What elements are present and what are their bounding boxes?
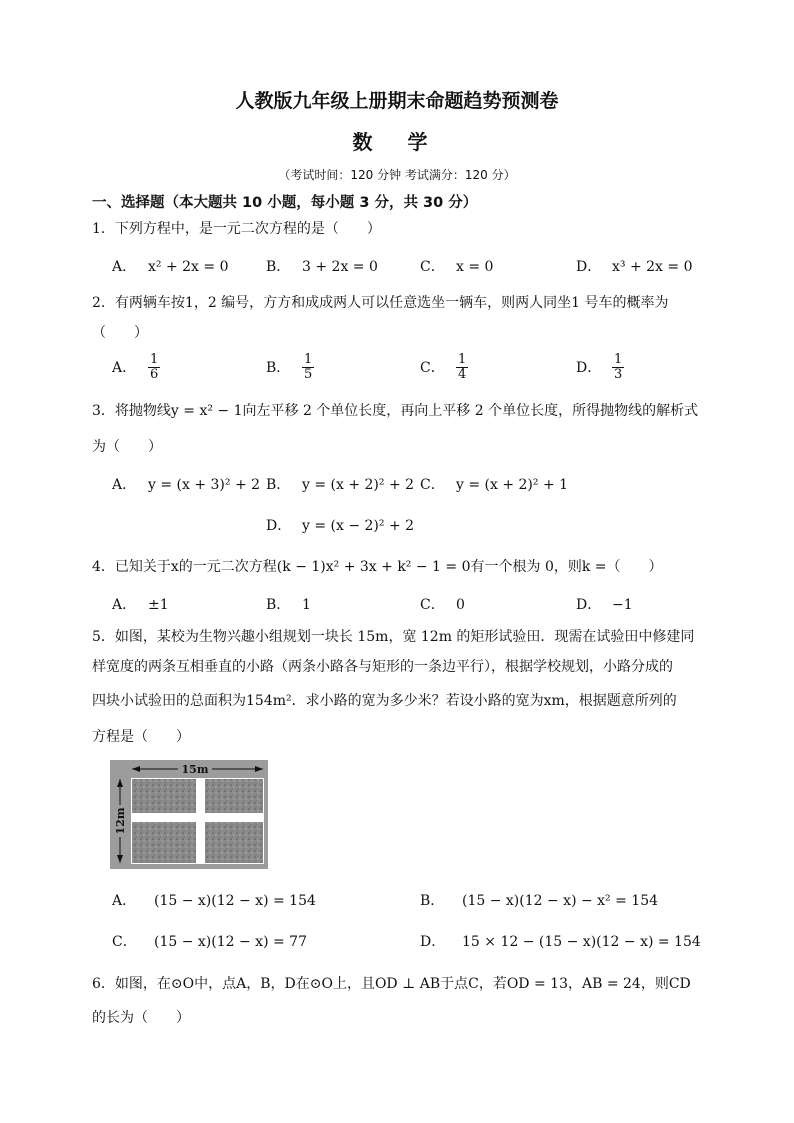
question-2-option-b: B． $\frac{1}{5}$ xyxy=(266,352,313,382)
question-1-option-b: B． 3 + 2x = 0 xyxy=(266,259,378,275)
plot-top-right xyxy=(205,779,263,813)
question-2-option-c: C． $\frac{1}{4}$ xyxy=(420,352,467,382)
plot-top-left xyxy=(132,779,196,813)
question-4-option-c: C． 0 xyxy=(420,597,465,613)
question-3-option-a: A． y = (x + 3)² + 2 xyxy=(112,477,261,493)
question-6-stem-line-2: 的长为（ ） xyxy=(92,1010,190,1026)
question-5-option-c: C． (15 − x)(12 − x) = 77 xyxy=(112,934,307,950)
question-5-stem-line-3: 四块小试验田的总面积为154m²．求小路的宽为多少米？若设小路的宽为xm，根据题意所列的 xyxy=(92,693,677,709)
question-5-option-a: A． (15 − x)(12 − x) = 154 xyxy=(112,893,316,909)
subject-title: 数 学 xyxy=(352,130,442,154)
exam-info: （考试时间：120 分钟 考试满分：120 分） xyxy=(278,168,516,182)
question-2-option-a: A． $\frac{1}{6}$ xyxy=(112,352,159,382)
question-4-option-a: A． ±1 xyxy=(112,597,169,613)
question-4-option-d: D． −1 xyxy=(576,597,633,613)
length-label: 15m xyxy=(181,763,209,776)
field-diagram xyxy=(110,760,268,869)
question-5-stem-line-1: 5．如图，某校为生物兴趣小组规划一块长 15m，宽 12m 的矩形试验田．现需在试验田中修建同 xyxy=(92,629,695,645)
section-heading: 一、选择题（本大题共 10 小题，每小题 3 分，共 30 分） xyxy=(92,195,478,211)
question-1-stem: 1．下列方程中，是一元二次方程的是（ ） xyxy=(92,221,381,237)
question-6-stem-line-1: 6．如图，在⊙O中，点A，B，D在⊙O上，且OD ⊥ AB于点C，若OD = 13，AB = 24，则CD xyxy=(92,976,691,992)
question-3-option-d: D． y = (x − 2)² + 2 xyxy=(266,518,415,534)
question-5-option-d: D． 15 × 12 − (15 − x)(12 − x) = 154 xyxy=(420,934,701,950)
question-5-stem-line-2: 样宽度的两条互相垂直的小路（两条小路各与矩形的一条边平行），根据学校规划，小路分成的 xyxy=(92,659,673,675)
question-2-stem-line-2: （ ） xyxy=(92,325,148,341)
question-5-option-b: B． (15 − x)(12 − x) − x² = 154 xyxy=(420,893,659,909)
exam-title: 人教版九年级上册期末命题趋势预测卷 xyxy=(235,90,559,112)
width-label: 12m xyxy=(114,807,127,835)
question-4-option-b: B． 1 xyxy=(266,597,311,613)
question-3-option-b: B． y = (x + 2)² + 2 xyxy=(266,477,415,493)
plot-bottom-left xyxy=(132,822,196,863)
question-2-option-d: D． $\frac{1}{3}$ xyxy=(576,352,623,382)
question-1-option-d: D． x³ + 2x = 0 xyxy=(576,259,693,275)
question-5-stem-line-4: 方程是（ ） xyxy=(92,729,190,745)
question-3-option-c: C． y = (x + 2)² + 1 xyxy=(420,477,569,493)
question-1-option-a: A． x² + 2x = 0 xyxy=(112,259,229,275)
question-4-stem: 4．已知关于x的一元二次方程(k − 1)x² + 3x + k² − 1 = 0有一个根为 0，则k =（ ） xyxy=(92,559,663,575)
question-1-option-c: C． x = 0 xyxy=(420,259,494,275)
question-3-stem-line-1: 3．将抛物线y = x² − 1向左平移 2 个单位长度，再向上平移 2 个单位长度，所得抛物线的解析式 xyxy=(92,403,699,419)
question-2-stem-line-1: 2．有两辆车按1，2 编号，方方和成成两人可以任意选坐一辆车，则两人同坐1 号车的概率为 xyxy=(92,295,669,311)
question-3-stem-line-2: 为（ ） xyxy=(92,439,162,455)
plot-bottom-right xyxy=(205,822,263,863)
